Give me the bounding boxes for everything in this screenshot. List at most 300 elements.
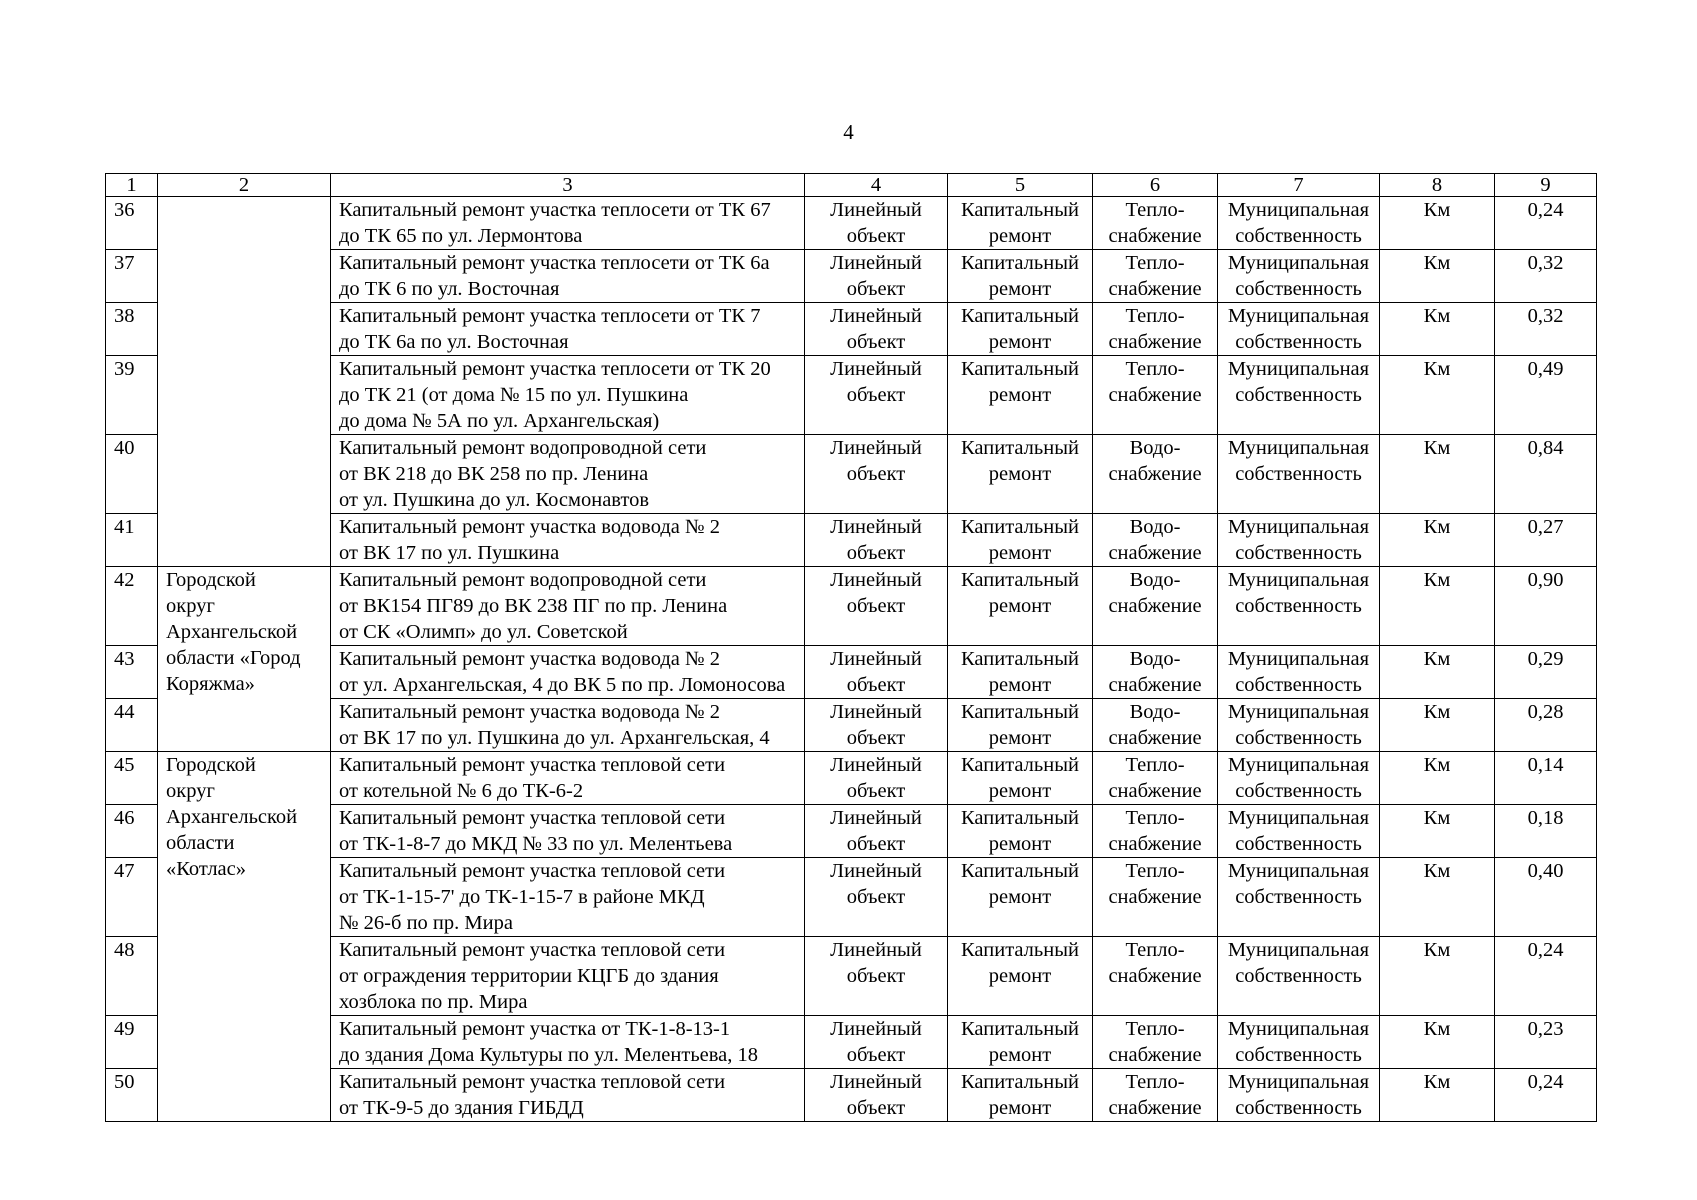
ownership-type-line: Муниципальная — [1227, 701, 1370, 723]
row-number: 47 — [106, 858, 158, 937]
object-type — [805, 1069, 948, 1122]
district-name — [158, 752, 331, 1122]
utility-sphere-line: снабжение — [1108, 674, 1202, 696]
work-type — [948, 250, 1093, 303]
work-type-line: Капитальный — [961, 701, 1079, 723]
ownership-type — [1218, 937, 1380, 1016]
object-type-line: объект — [846, 384, 906, 406]
table-body — [106, 197, 1597, 1122]
row-number: 36 — [106, 197, 158, 250]
ownership-type-line: собственность — [1235, 727, 1362, 749]
ownership-type-line: Муниципальная — [1227, 648, 1370, 670]
utility-sphere-line: Тепло- — [1125, 252, 1185, 274]
work-type-line: ремонт — [988, 1097, 1052, 1119]
work-description-line: Капитальный ремонт участка теплосети от ТК 67 — [339, 199, 771, 221]
work-type-line: ремонт — [988, 595, 1052, 617]
district-name-line: Городской — [166, 754, 256, 776]
ownership-type-line: собственность — [1235, 595, 1362, 617]
work-type-line: Капитальный — [961, 939, 1079, 961]
utility-sphere-line: Тепло- — [1125, 199, 1185, 221]
object-type-line: Линейный — [830, 701, 922, 723]
work-description-line: Капитальный ремонт участка тепловой сети — [339, 860, 726, 882]
district-name-line: области «Город — [166, 647, 301, 669]
object-type-line: Линейный — [830, 305, 922, 327]
work-description-line: до ТК 21 (от дома № 15 по ул. Пушкина — [339, 384, 689, 406]
object-type-line: Линейный — [830, 358, 922, 380]
ownership-type-line: собственность — [1235, 225, 1362, 247]
work-description-line: Капитальный ремонт участка теплосети от ТК 6а — [339, 252, 770, 274]
object-type — [805, 514, 948, 567]
work-type-line: ремонт — [988, 965, 1052, 987]
unit-of-measure: Км — [1380, 752, 1495, 805]
column-header-7: 7 — [1218, 174, 1380, 197]
object-type-line: Линейный — [830, 807, 922, 829]
work-type — [948, 514, 1093, 567]
utility-sphere — [1093, 514, 1218, 567]
work-description-line: хозблока по пр. Мира — [339, 991, 528, 1013]
object-type-line: объект — [846, 278, 906, 300]
utility-sphere — [1093, 752, 1218, 805]
utility-sphere-line: снабжение — [1108, 463, 1202, 485]
work-description-line: от ТК-1-8-7 до МКД № 33 по ул. Мелентьева — [339, 833, 733, 855]
utility-sphere-line: Водо- — [1129, 516, 1181, 538]
unit-of-measure: Км — [1380, 646, 1495, 699]
object-type — [805, 303, 948, 356]
object-type — [805, 699, 948, 752]
unit-of-measure: Км — [1380, 303, 1495, 356]
object-type-line: объект — [846, 1097, 906, 1119]
row-number: 42 — [106, 567, 158, 646]
column-header-9: 9 — [1495, 174, 1597, 197]
object-type-line: Линейный — [830, 860, 922, 882]
object-type — [805, 567, 948, 646]
district-name-line: Архангельской — [166, 621, 298, 643]
ownership-type — [1218, 303, 1380, 356]
object-type-line: объект — [846, 542, 906, 564]
row-number: 37 — [106, 250, 158, 303]
object-type-line: Линейный — [830, 939, 922, 961]
length-value: 0,40 — [1495, 858, 1597, 937]
row-number: 50 — [106, 1069, 158, 1122]
ownership-type — [1218, 752, 1380, 805]
work-description-line: Капитальный ремонт водопроводной сети — [339, 437, 707, 459]
row-number: 46 — [106, 805, 158, 858]
work-type-line: Капитальный — [961, 860, 1079, 882]
object-type-line: объект — [846, 463, 906, 485]
work-type — [948, 197, 1093, 250]
utility-sphere-line: Водо- — [1129, 648, 1181, 670]
work-description-line: до ТК 6а по ул. Восточная — [339, 331, 569, 353]
work-description — [331, 567, 805, 646]
work-description-line: от ВК 218 до ВК 258 по пр. Ленина — [339, 463, 649, 485]
ownership-type-line: собственность — [1235, 674, 1362, 696]
work-description — [331, 858, 805, 937]
work-type-line: ремонт — [988, 833, 1052, 855]
district-name — [158, 567, 331, 752]
unit-of-measure: Км — [1380, 937, 1495, 1016]
utility-sphere-line: снабжение — [1108, 833, 1202, 855]
row-number: 40 — [106, 435, 158, 514]
utility-sphere — [1093, 250, 1218, 303]
utility-sphere-line: снабжение — [1108, 225, 1202, 247]
unit-of-measure: Км — [1380, 435, 1495, 514]
work-description — [331, 752, 805, 805]
table-row — [106, 567, 1597, 646]
work-description-line: Капитальный ремонт участка тепловой сети — [339, 1071, 726, 1093]
work-description-line: от ТК-9-5 до здания ГИБДД — [339, 1097, 584, 1119]
utility-sphere-line: Тепло- — [1125, 807, 1185, 829]
utility-sphere-line: снабжение — [1108, 542, 1202, 564]
work-type-line: ремонт — [988, 674, 1052, 696]
work-description-line: от котельной № 6 до ТК-6-2 — [339, 780, 584, 802]
utility-sphere — [1093, 937, 1218, 1016]
work-description-line: от ВК 17 по ул. Пушкина — [339, 542, 560, 564]
ownership-type-line: Муниципальная — [1227, 199, 1370, 221]
utility-sphere-line: Водо- — [1129, 569, 1181, 591]
length-value: 0,24 — [1495, 937, 1597, 1016]
work-description — [331, 197, 805, 250]
work-description — [331, 303, 805, 356]
work-description-line: от ВК154 ПГ89 до ВК 238 ПГ по пр. Ленина — [339, 595, 728, 617]
utility-sphere-line: Тепло- — [1125, 939, 1185, 961]
column-header-1: 1 — [106, 174, 158, 197]
work-description-line: Капитальный ремонт участка тепловой сети — [339, 754, 726, 776]
ownership-type — [1218, 514, 1380, 567]
work-type-line: Капитальный — [961, 305, 1079, 327]
work-description-line: Капитальный ремонт участка тепловой сети — [339, 807, 726, 829]
object-type-line: объект — [846, 886, 906, 908]
work-description — [331, 937, 805, 1016]
work-type-line: Капитальный — [961, 252, 1079, 274]
work-type-line: ремонт — [988, 225, 1052, 247]
column-header-3: 3 — [331, 174, 805, 197]
object-type-line: Линейный — [830, 516, 922, 538]
work-description-line: № 26-б по пр. Мира — [339, 912, 513, 934]
utility-sphere — [1093, 646, 1218, 699]
utility-sphere — [1093, 858, 1218, 937]
work-type — [948, 805, 1093, 858]
utility-sphere-line: Тепло- — [1125, 1071, 1185, 1093]
work-type-line: Капитальный — [961, 358, 1079, 380]
district-name-line: «Котлас» — [166, 858, 247, 880]
column-header-2: 2 — [158, 174, 331, 197]
work-description-line: Капитальный ремонт участка теплосети от ТК 20 — [339, 358, 771, 380]
work-description-line: Капитальный ремонт участка водовода № 2 — [339, 648, 720, 670]
district-name-line: области — [166, 832, 235, 854]
object-type — [805, 858, 948, 937]
length-value: 0,24 — [1495, 1069, 1597, 1122]
utility-sphere-line: снабжение — [1108, 965, 1202, 987]
work-type — [948, 858, 1093, 937]
row-number: 38 — [106, 303, 158, 356]
object-type — [805, 356, 948, 435]
utility-sphere-line: снабжение — [1108, 384, 1202, 406]
ownership-type — [1218, 805, 1380, 858]
table-row — [106, 197, 1597, 250]
ownership-type-line: Муниципальная — [1227, 1071, 1370, 1093]
work-type-line: ремонт — [988, 727, 1052, 749]
work-type-line: Капитальный — [961, 437, 1079, 459]
work-type — [948, 303, 1093, 356]
work-type-line: ремонт — [988, 331, 1052, 353]
row-number: 45 — [106, 752, 158, 805]
district-name-line: Городской — [166, 569, 256, 591]
unit-of-measure: Км — [1380, 197, 1495, 250]
work-type-line: ремонт — [988, 463, 1052, 485]
object-type — [805, 937, 948, 1016]
work-description-line: до ТК 6 по ул. Восточная — [339, 278, 560, 300]
work-description — [331, 250, 805, 303]
ownership-type — [1218, 646, 1380, 699]
district-name-line: округ — [166, 780, 215, 802]
utility-sphere-line: Тепло- — [1125, 1018, 1185, 1040]
ownership-type-line: Муниципальная — [1227, 569, 1370, 591]
work-description — [331, 356, 805, 435]
object-type-line: Линейный — [830, 1071, 922, 1093]
row-number: 39 — [106, 356, 158, 435]
utility-sphere-line: Тепло- — [1125, 305, 1185, 327]
unit-of-measure: Км — [1380, 250, 1495, 303]
object-type — [805, 435, 948, 514]
object-type-line: объект — [846, 674, 906, 696]
district-name-line: Коряжма» — [166, 673, 255, 695]
page-number: 4 — [843, 120, 854, 144]
ownership-type-line: Муниципальная — [1227, 807, 1370, 829]
column-header-4: 4 — [805, 174, 948, 197]
ownership-type-line: Муниципальная — [1227, 939, 1370, 961]
ownership-type — [1218, 1016, 1380, 1069]
object-type-line: объект — [846, 965, 906, 987]
object-type-line: объект — [846, 595, 906, 617]
work-description-line: от ВК 17 по ул. Пушкина до ул. Архангельская, 4 — [339, 727, 770, 749]
ownership-type — [1218, 435, 1380, 514]
object-type — [805, 805, 948, 858]
utility-sphere-line: снабжение — [1108, 278, 1202, 300]
length-value: 0,14 — [1495, 752, 1597, 805]
work-description-line: до здания Дома Культуры по ул. Мелентьева, 18 — [339, 1044, 759, 1066]
work-description-line: до дома № 5А по ул. Архангельская) — [339, 410, 660, 432]
column-header-8: 8 — [1380, 174, 1495, 197]
unit-of-measure: Км — [1380, 567, 1495, 646]
work-description-line: Капитальный ремонт участка от ТК-1-8-13-1 — [339, 1018, 731, 1040]
utility-sphere — [1093, 356, 1218, 435]
ownership-type-line: Муниципальная — [1227, 252, 1370, 274]
ownership-type-line: Муниципальная — [1227, 1018, 1370, 1040]
work-description — [331, 1069, 805, 1122]
utility-sphere — [1093, 1069, 1218, 1122]
work-type-line: ремонт — [988, 384, 1052, 406]
work-description — [331, 699, 805, 752]
object-type-line: объект — [846, 331, 906, 353]
ownership-type-line: собственность — [1235, 1044, 1362, 1066]
utility-sphere-line: Водо- — [1129, 437, 1181, 459]
work-type — [948, 1069, 1093, 1122]
unit-of-measure: Км — [1380, 1069, 1495, 1122]
work-type-line: ремонт — [988, 780, 1052, 802]
document-table — [105, 173, 1597, 1122]
table-row — [106, 752, 1597, 805]
district-name — [158, 197, 331, 567]
work-description-line: от СК «Олимп» до ул. Советской — [339, 621, 628, 643]
object-type — [805, 197, 948, 250]
row-number: 43 — [106, 646, 158, 699]
unit-of-measure: Км — [1380, 805, 1495, 858]
ownership-type-line: собственность — [1235, 965, 1362, 987]
ownership-type — [1218, 356, 1380, 435]
length-value: 0,32 — [1495, 250, 1597, 303]
row-number: 44 — [106, 699, 158, 752]
work-description-line: от ул. Пушкина до ул. Космонавтов — [339, 489, 650, 511]
ownership-type — [1218, 1069, 1380, 1122]
work-description-line: до ТК 65 по ул. Лермонтова — [339, 225, 583, 247]
ownership-type-line: собственность — [1235, 886, 1362, 908]
work-type-line: ремонт — [988, 278, 1052, 300]
length-value: 0,32 — [1495, 303, 1597, 356]
work-description-line: Капитальный ремонт водопроводной сети — [339, 569, 707, 591]
length-value: 0,23 — [1495, 1016, 1597, 1069]
utility-sphere-line: снабжение — [1108, 1097, 1202, 1119]
work-description-line: Капитальный ремонт участка теплосети от ТК 7 — [339, 305, 761, 327]
utility-sphere-line: снабжение — [1108, 780, 1202, 802]
district-name-line: округ — [166, 595, 215, 617]
ownership-type — [1218, 699, 1380, 752]
work-description-line: от ТК-1-15-7' до ТК-1-15-7 в районе МКД — [339, 886, 705, 908]
utility-sphere-line: Тепло- — [1125, 754, 1185, 776]
district-name-line: Архангельской — [166, 806, 298, 828]
ownership-type — [1218, 567, 1380, 646]
unit-of-measure: Км — [1380, 356, 1495, 435]
length-value: 0,27 — [1495, 514, 1597, 567]
work-type-line: Капитальный — [961, 754, 1079, 776]
object-type — [805, 752, 948, 805]
work-description-line: Капитальный ремонт участка водовода № 2 — [339, 516, 720, 538]
work-type-line: Капитальный — [961, 1018, 1079, 1040]
work-description-line: от ограждения территории КЦГБ до здания — [339, 965, 719, 987]
work-type-line: Капитальный — [961, 516, 1079, 538]
object-type-line: объект — [846, 833, 906, 855]
utility-sphere — [1093, 567, 1218, 646]
work-type — [948, 567, 1093, 646]
length-value: 0,84 — [1495, 435, 1597, 514]
work-type-line: ремонт — [988, 542, 1052, 564]
work-type — [948, 356, 1093, 435]
work-description — [331, 646, 805, 699]
work-type-line: Капитальный — [961, 807, 1079, 829]
utility-sphere-line: снабжение — [1108, 727, 1202, 749]
unit-of-measure: Км — [1380, 699, 1495, 752]
object-type-line: Линейный — [830, 252, 922, 274]
ownership-type-line: Муниципальная — [1227, 754, 1370, 776]
object-type — [805, 646, 948, 699]
object-type-line: объект — [846, 727, 906, 749]
object-type-line: объект — [846, 1044, 906, 1066]
length-value: 0,29 — [1495, 646, 1597, 699]
ownership-type-line: собственность — [1235, 463, 1362, 485]
ownership-type-line: собственность — [1235, 278, 1362, 300]
ownership-type-line: собственность — [1235, 780, 1362, 802]
row-number: 41 — [106, 514, 158, 567]
ownership-type — [1218, 197, 1380, 250]
work-type — [948, 646, 1093, 699]
ownership-type-line: собственность — [1235, 1097, 1362, 1119]
utility-sphere-line: Тепло- — [1125, 358, 1185, 380]
work-description — [331, 435, 805, 514]
ownership-type-line: Муниципальная — [1227, 358, 1370, 380]
row-number: 49 — [106, 1016, 158, 1069]
unit-of-measure: Км — [1380, 1016, 1495, 1069]
ownership-type-line: собственность — [1235, 833, 1362, 855]
utility-sphere-line: снабжение — [1108, 1044, 1202, 1066]
work-type-line: Капитальный — [961, 648, 1079, 670]
ownership-type — [1218, 250, 1380, 303]
utility-sphere — [1093, 1016, 1218, 1069]
work-type — [948, 699, 1093, 752]
length-value: 0,18 — [1495, 805, 1597, 858]
work-description-line: Капитальный ремонт участка тепловой сети — [339, 939, 726, 961]
ownership-type-line: Муниципальная — [1227, 860, 1370, 882]
utility-sphere — [1093, 197, 1218, 250]
column-header-6: 6 — [1093, 174, 1218, 197]
work-type-line: ремонт — [988, 886, 1052, 908]
work-description — [331, 805, 805, 858]
ownership-type-line: собственность — [1235, 331, 1362, 353]
work-type — [948, 435, 1093, 514]
length-value: 0,90 — [1495, 567, 1597, 646]
utility-sphere — [1093, 699, 1218, 752]
work-type-line: Капитальный — [961, 1071, 1079, 1093]
object-type-line: Линейный — [830, 754, 922, 776]
utility-sphere — [1093, 805, 1218, 858]
work-type — [948, 752, 1093, 805]
row-number: 48 — [106, 937, 158, 1016]
ownership-type-line: собственность — [1235, 542, 1362, 564]
ownership-type-line: собственность — [1235, 384, 1362, 406]
unit-of-measure: Км — [1380, 858, 1495, 937]
object-type-line: Линейный — [830, 569, 922, 591]
ownership-type-line: Муниципальная — [1227, 305, 1370, 327]
work-type-line: ремонт — [988, 1044, 1052, 1066]
work-description — [331, 514, 805, 567]
object-type-line: объект — [846, 225, 906, 247]
work-type-line: Капитальный — [961, 199, 1079, 221]
object-type-line: Линейный — [830, 199, 922, 221]
utility-sphere — [1093, 303, 1218, 356]
object-type-line: объект — [846, 780, 906, 802]
work-description — [331, 1016, 805, 1069]
ownership-type-line: Муниципальная — [1227, 437, 1370, 459]
utility-sphere-line: Тепло- — [1125, 860, 1185, 882]
ownership-type — [1218, 858, 1380, 937]
object-type-line: Линейный — [830, 648, 922, 670]
object-type-line: Линейный — [830, 437, 922, 459]
utility-sphere-line: снабжение — [1108, 595, 1202, 617]
object-type-line: Линейный — [830, 1018, 922, 1040]
work-type — [948, 1016, 1093, 1069]
utility-sphere-line: снабжение — [1108, 886, 1202, 908]
object-type — [805, 250, 948, 303]
work-type-line: Капитальный — [961, 569, 1079, 591]
column-header-5: 5 — [948, 174, 1093, 197]
utility-sphere — [1093, 435, 1218, 514]
utility-sphere-line: Водо- — [1129, 701, 1181, 723]
length-value: 0,24 — [1495, 197, 1597, 250]
ownership-type-line: Муниципальная — [1227, 516, 1370, 538]
length-value: 0,49 — [1495, 356, 1597, 435]
unit-of-measure: Км — [1380, 514, 1495, 567]
work-description-line: от ул. Архангельская, 4 до ВК 5 по пр. Ломоносова — [339, 674, 786, 696]
utility-sphere-line: снабжение — [1108, 331, 1202, 353]
header-row — [106, 174, 1597, 197]
